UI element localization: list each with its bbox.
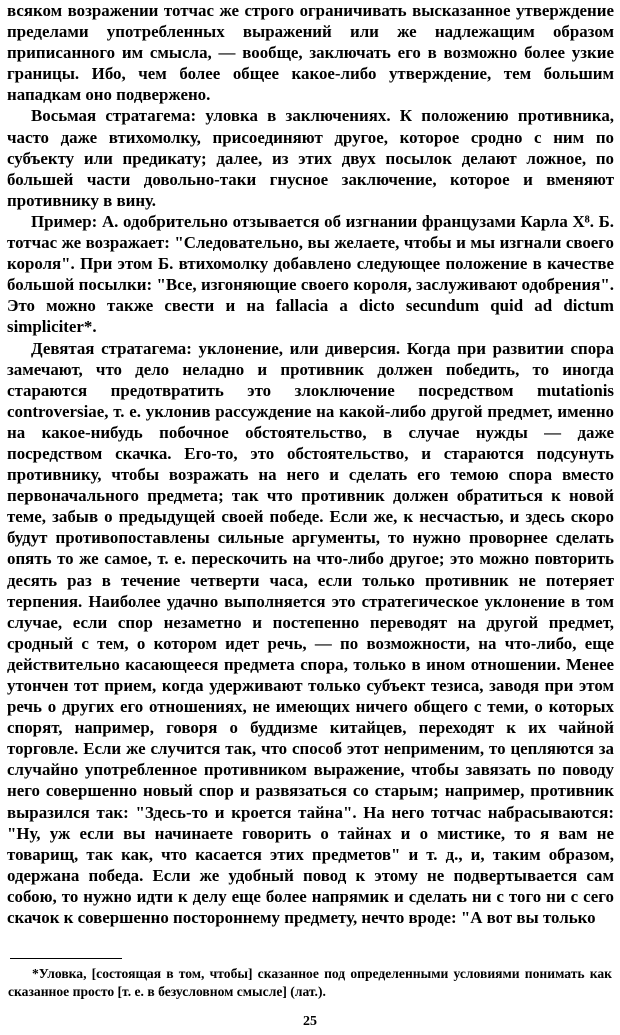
footnote-divider <box>10 958 122 959</box>
paragraph-4: Девятая стратагема: уклонение, или диверсия. Когда при развитии спора замечают, что дело неладно и противник должен победить, то иногда стараются предотвратить это злоключение посредством mutationis controversiae, т. е. уклонив рассуждение на какой-либо другой предмет, именно на какое-нибудь побочное обстоятельство, в случае нужды — даже посредством скачка. Его-то, это обстоятельство, и стараются подсунуть противнику, чтобы возражать на него и сделать его темою спора вместо первоначального предмета; так что противник должен обратиться к новой теме, забыв о предыдущей своей победе. Если же, к несчастью, и здесь скоро будут противопоставлены сильные аргументы, то нужно проворнее сделать опять то же самое, т. е. перескочить на что-либо другое; это можно повторить десять раз в течение четверти часа, если только противник не потеряет терпения. Наиболее удачно выполняется это стратегическое уклонение в том случае, если спор незаметно и постепенно переводят на другой предмет, сродный с тем, о котором идет речь, — по возможности, на что-либо, еще действительно касающееся предмета спора, только в ином отношении. Менее утончен тот прием, когда удерживают только субъект тезиса, заводя при этом речь о других его отношениях, не имеющих ничего общего с теми, о которых спорят, например, говоря о буддизме китайцев, переходят к их чайной торговле. Если же случится так, что способ этот неприменим, то цепляются за случайно употребленное противником выражение, чтобы завязать по поводу него совершенно новый спор и развязаться со старым; например, противник выразился так: "Здесь-то и кроется тайна". На него тотчас набрасываются: "Ну, уж если вы начинаете говорить о тайнах и о мистике, то я вам не товарищ, так как, что касается этих предметов" и т. д., и, таким образом, одержана победа. Если же удобный повод к этому не подвертывается сам собою, то нужно идти к делу еще более напрямик и сделать ни с того ни с сего скачок к совершенно постороннему предмету, нечто вроде: "А вот вы только <box>7 338 614 928</box>
body-text <box>7 0 614 928</box>
paragraph-2: Восьмая стратагема: уловка в заключениях. К положению противника, часто даже втихомолку, присоединяют другое, которое сродно с ним по субъекту или предикату; далее, из этих двух посылок делают ложное, по большей части довольно-таки гнусное заключение, которое и вменяют противнику в вину. <box>7 106 614 210</box>
paragraph-1: всяком возражении тотчас же строго ограничивать высказанное утверждение пределами употребленных выражений или же надлежащим образом приписанного им смысла, — вообще, заключать его в возможно более узкие границы. Ибо, чем более общее какое-либо утверждение, тем большим нападкам оно подвержено. <box>7 1 614 105</box>
footnote: *Уловка, [состоящая в том, чтобы] сказанное под определенными условиями понимать как сказанное просто [т. е. в безусловном смысле] (лат.). <box>8 966 612 999</box>
paragraph-3: Пример: А. одобрительно отзывается об изгнании французами Карла X⁸. Б. тотчас же возражает: "Следовательно, вы желаете, чтобы и мы изгнали своего короля". При этом Б. втихомолку добавлено следующее положение в качестве большой посылки: "Все, изгоняющие своего короля, заслуживают одобрения". Это можно также свести и на fallacia a dicto secundum quid ad dictum simpliciter*. <box>7 211 614 337</box>
page-number: 25 <box>303 1014 317 1029</box>
